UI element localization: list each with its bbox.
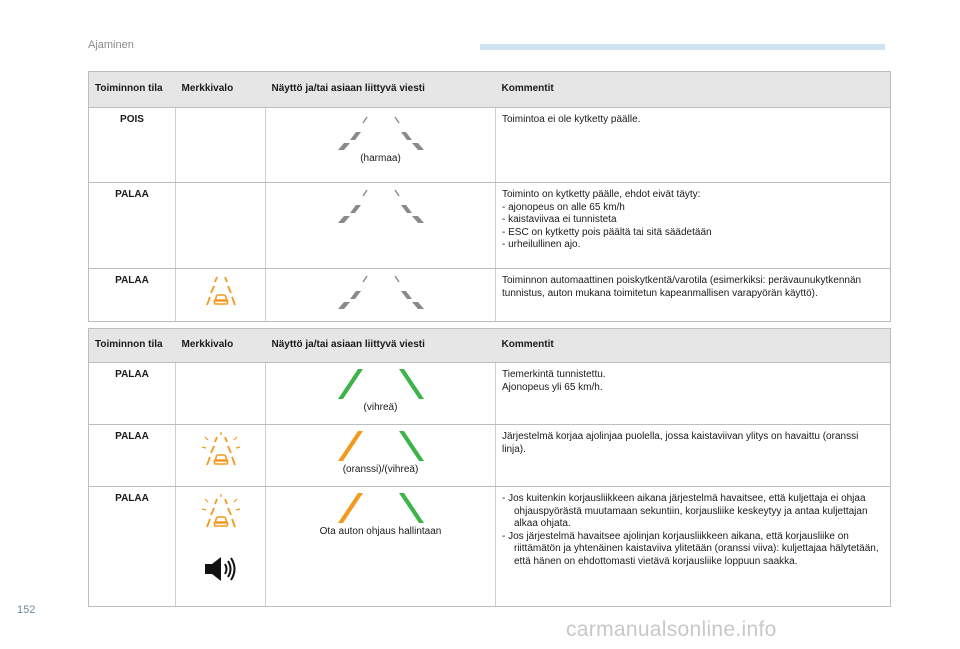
comment-cell: Toimintoa ei ole kytketty päälle. bbox=[496, 108, 891, 183]
comment-cell bbox=[496, 183, 891, 269]
list-item: - urheilullinen ajo. bbox=[502, 239, 884, 252]
display-caption: (oranssi)/(vihreä) bbox=[342, 464, 419, 475]
status-table-2 bbox=[88, 328, 891, 607]
col-comments: Kommentit bbox=[496, 329, 891, 363]
watermark: carmanualsonline.info bbox=[566, 618, 777, 641]
section-header: Ajaminen bbox=[88, 39, 134, 51]
list-item: - ajonopeus on alle 65 km/h bbox=[502, 202, 884, 215]
list-item: - ESC on kytketty pois päältä tai sitä säädetään bbox=[502, 227, 884, 240]
state-cell: PALAA bbox=[89, 487, 176, 607]
comment-line: Tiemerkintä tunnistettu. bbox=[502, 369, 606, 380]
comment-line: Ajonopeus yli 65 km/h. bbox=[502, 381, 603, 393]
lamp-cell bbox=[176, 183, 266, 269]
state-cell: PALAA bbox=[89, 269, 176, 322]
table-row bbox=[89, 363, 891, 425]
col-lamp: Merkkivalo bbox=[176, 72, 266, 108]
col-display: Näyttö ja/tai asiaan liittyvä viesti bbox=[266, 329, 496, 363]
lane-assist-active-orange-icon bbox=[200, 431, 242, 471]
comment-list bbox=[502, 493, 884, 568]
comment-cell bbox=[496, 487, 891, 607]
table-row bbox=[89, 269, 891, 322]
display-cell bbox=[266, 183, 496, 269]
header-bar bbox=[480, 44, 885, 50]
lamp-cell bbox=[176, 269, 266, 322]
comment-cell: Toiminnon automaattinen poiskytkentä/varotila (esimerkiksi: perävaunukytkennän tunnistus, auton mukana toimitetun kapeanmallisen varapyörän käyttö). bbox=[496, 269, 891, 322]
page-number: 152 bbox=[17, 604, 36, 616]
lamp-cell bbox=[176, 363, 266, 425]
lamp-cell bbox=[176, 108, 266, 183]
display-cell bbox=[266, 363, 496, 425]
status-table-1 bbox=[88, 71, 891, 322]
display-caption: (vihreä) bbox=[363, 402, 398, 413]
lane-lines-orange-green-icon bbox=[336, 493, 426, 523]
state-cell: PALAA bbox=[89, 183, 176, 269]
list-item: - kaistaviivaa ei tunnisteta bbox=[502, 214, 884, 227]
display-cell bbox=[266, 487, 496, 607]
col-lamp: Merkkivalo bbox=[176, 329, 266, 363]
display-cell bbox=[266, 108, 496, 183]
state-cell: POIS bbox=[89, 108, 176, 183]
state-cell: PALAA bbox=[89, 363, 176, 425]
display-cell bbox=[266, 425, 496, 487]
lane-lines-gray-icon bbox=[336, 114, 426, 150]
col-comments: Kommentit bbox=[496, 72, 891, 108]
comment-cell bbox=[496, 363, 891, 425]
display-cell bbox=[266, 269, 496, 322]
lane-lines-green-icon bbox=[336, 369, 426, 399]
lane-assist-active-orange-icon bbox=[200, 493, 242, 533]
table-row bbox=[89, 487, 891, 607]
lamp-cell bbox=[176, 487, 266, 607]
col-state: Toiminnon tila bbox=[89, 329, 176, 363]
table-row bbox=[89, 425, 891, 487]
lane-lines-gray-dashed-icon bbox=[336, 187, 426, 223]
col-display: Näyttö ja/tai asiaan liittyvä viesti bbox=[266, 72, 496, 108]
lane-lines-gray-dashed-icon bbox=[336, 273, 426, 309]
speaker-icon bbox=[201, 555, 241, 583]
state-cell: PALAA bbox=[89, 425, 176, 487]
lane-assist-orange-icon bbox=[203, 275, 239, 307]
lane-lines-orange-green-icon bbox=[336, 431, 426, 461]
list-item: - Jos kuitenkin korjausliikkeen aikana järjestelmä havaitsee, että kuljettaja ei ohjaa ohjauspyörästä muutamaan sekuntiin, korjausliike keskeytyy ja antaa kuljettajan alkaa ohjata. bbox=[502, 493, 884, 531]
table-row bbox=[89, 108, 891, 183]
display-caption: Ota auton ohjaus hallintaan bbox=[319, 526, 442, 537]
comment-intro: Toiminto on kytketty päälle, ehdot eivät täyty: bbox=[502, 189, 701, 200]
comment-list bbox=[502, 202, 884, 252]
table-row bbox=[89, 183, 891, 269]
list-item: - Jos järjestelmä havaitsee ajolinjan korjausliikkeen aikana, että korjausliike on riittämätön ja yhtenäinen kaistaviiva ylitetään (oranssi viiva): kuljettajaa hälytetään, että hänen on ehdottomasti vietävä korjausliike loppuun saakka. bbox=[502, 531, 884, 569]
col-state: Toiminnon tila bbox=[89, 72, 176, 108]
comment-cell: Järjestelmä korjaa ajolinjaa puolella, jossa kaistaviivan ylitys on havaittu (oranssi linja). bbox=[496, 425, 891, 487]
lamp-cell bbox=[176, 425, 266, 487]
display-caption: (harmaa) bbox=[360, 153, 401, 164]
